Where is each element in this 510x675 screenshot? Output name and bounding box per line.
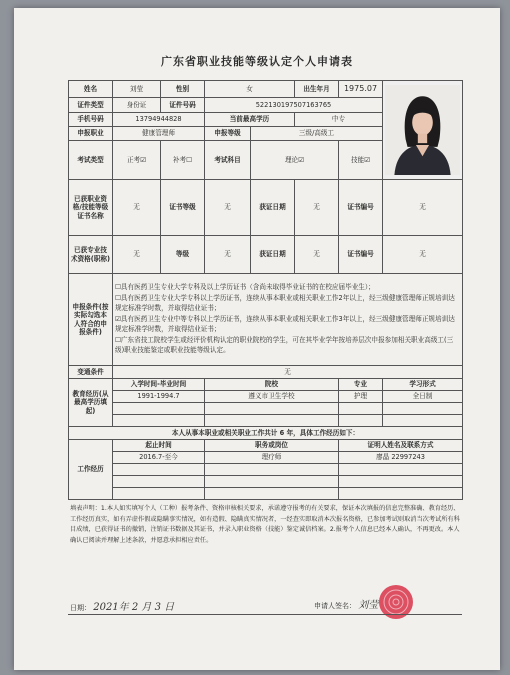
education-header-school: 院校 — [205, 379, 339, 391]
application-table — [68, 80, 463, 500]
row-change-conditions — [69, 366, 463, 379]
work-label: 工作经历 — [69, 440, 113, 500]
condition-item: ☐广东省技工院校学生或经评价机构认定的职业院校的学生，可在其毕业学年按培养层次申报参加相关职业高级工(三级)职业技能鉴定或职业技能等级认定。 — [115, 335, 454, 354]
form-title: 广东省职业技能等级认定个人申请表 — [161, 55, 353, 68]
exam-type-label: 考试类型 — [69, 141, 113, 180]
education-school: 遵义市卫生学校 — [205, 391, 339, 403]
phone-value: 13794944828 — [113, 112, 205, 126]
education-header-row — [69, 379, 463, 391]
education-header-major: 专业 — [339, 379, 383, 391]
level-value: 三级/高级工 — [251, 126, 383, 140]
date-label: 日期： — [70, 604, 91, 612]
education-empty-row — [69, 403, 463, 415]
professional-grade-label: 等级 — [161, 236, 205, 274]
certificate-grade-label: 证书等级 — [161, 180, 205, 236]
red-fingerprint-stamp — [374, 580, 418, 624]
work-position: 理疗师 — [205, 452, 339, 464]
exam-skill-option: 技能☑ — [339, 141, 383, 180]
row-title — [69, 236, 463, 274]
work-row — [69, 452, 463, 464]
certificate-name: 无 — [113, 180, 161, 236]
condition-item: ☑具有医药卫生专业中等专科以上学历证书，连续从事本职业或相关职业工作3年以上，经三级健康管理师正规培训达规定标准学时数，并取得结业证书； — [115, 315, 455, 333]
certificate-no: 无 — [383, 180, 463, 236]
exam-subject-label: 考试科目 — [205, 141, 251, 180]
edu-label: 当前最高学历 — [205, 112, 295, 126]
professional-grade: 无 — [205, 236, 251, 274]
education-major: 护理 — [339, 391, 383, 403]
work-reference: 廖晶 22997243 — [339, 452, 463, 464]
education-period: 1991-1994.7 — [113, 391, 205, 403]
professional-no: 无 — [383, 236, 463, 274]
certificate-date: 无 — [295, 180, 339, 236]
certificate-grade: 无 — [205, 180, 251, 236]
applicant-photo — [385, 82, 460, 178]
education-label: 教育经历(从最高学历填起) — [69, 379, 113, 427]
certificate-no-label: 证书编号 — [339, 180, 383, 236]
phone-label: 手机号码 — [69, 112, 113, 126]
row-conditions — [69, 274, 463, 366]
work-period: 2016.7-至今 — [113, 452, 205, 464]
gender-value: 女 — [205, 81, 295, 98]
exam-makeup-option: 补考☐ — [161, 141, 205, 180]
work-empty-row — [69, 488, 463, 500]
work-empty-row — [69, 464, 463, 476]
work-header-reference: 证明人姓名及联系方式 — [339, 440, 463, 452]
work-header-row — [69, 440, 463, 452]
level-label: 申报等级 — [205, 126, 251, 140]
name-value: 刘莹 — [113, 81, 161, 98]
condition-item: ☐具有医药卫生专业大学专科及以上学历证书（含尚未取得毕业证书的在校应届毕业生）； — [115, 283, 375, 292]
birth-label: 出生年月 — [295, 81, 339, 98]
change-conditions-value: 无 — [113, 366, 463, 379]
education-row — [69, 391, 463, 403]
gender-label: 性别 — [161, 81, 205, 98]
exam-theory-option: 理论☑ — [251, 141, 339, 180]
professional-date: 无 — [295, 236, 339, 274]
education-mode: 全日制 — [383, 391, 463, 403]
row-certificate — [69, 180, 463, 236]
work-empty-row — [69, 476, 463, 488]
work-header-position: 职务或岗位 — [205, 440, 339, 452]
application-form-paper — [14, 8, 500, 670]
date-line — [70, 598, 174, 613]
work-statement-row — [69, 427, 463, 440]
job-value: 健康管理师 — [113, 126, 205, 140]
work-header-period: 起止时间 — [113, 440, 205, 452]
work-statement: 本人从事本职业或相关职业工作共计 6 年，具体工作经历如下： — [69, 427, 463, 440]
certificate-date-label: 获证日期 — [251, 180, 295, 236]
signature-line — [314, 596, 378, 611]
row-name — [69, 81, 463, 98]
id-no-value: 522130197507163765 — [205, 98, 383, 112]
bottom-border — [68, 614, 462, 615]
education-header-period: 入学时间-毕业时间 — [113, 379, 205, 391]
professional-title-label: 已获专业技术资格(职称) — [69, 236, 113, 274]
date-value: 2021年 2 月 3 日 — [93, 602, 175, 613]
education-header-mode: 学习形式 — [383, 379, 463, 391]
exam-normal-option: 正考☑ — [113, 141, 161, 180]
education-empty-row — [69, 415, 463, 427]
name-label: 姓名 — [69, 81, 113, 98]
condition-item: ☐具有医药卫生专业大学专科以上学历证书，连续从事本职业或相关职业工作2年以上，经三级健康管理师正规培训达规定标准学时数，并取得结业证书； — [115, 294, 455, 313]
id-no-label: 证件号码 — [161, 98, 205, 112]
conditions-label: 申报条件(按实际勾选本人符合的申报条件) — [69, 274, 113, 366]
birth-value: 1975.07 — [339, 81, 383, 98]
certificate-label: 已获职业资格/技能等级证书名称 — [69, 180, 113, 236]
conditions-list — [113, 274, 463, 366]
professional-title-name: 无 — [113, 236, 161, 274]
job-label: 申报职业 — [69, 126, 113, 140]
signature-label: 申请人签名： — [314, 602, 356, 610]
signature-value: 刘莹 — [358, 600, 379, 611]
id-type-label: 证件类型 — [69, 98, 113, 112]
edu-value: 中专 — [295, 112, 383, 126]
photo-cell — [383, 81, 463, 180]
professional-no-label: 证书编号 — [339, 236, 383, 274]
professional-date-label: 获证日期 — [251, 236, 295, 274]
declaration-text: 填表声明：1.本人如实填写个人（工种）报考条件、资格审核相关要求，承诺遵守报考的有关要求，保证本次填报的信息完整准确、教育经历、工作经历真实，如有弄虚作假或隐瞒事实情况，如有造假、隐瞒真实情况者，一经查实即取消本次报名资格，已参加考试则取消当次考试所有科目成绩，已获得证书的撤销，注销证书数据及其证书，并录入职业资格（技能）鉴定诚信档案。2.报考个人信息已经本人确认，不再更改。本人确认已阅读并理解上述条款，并愿意承担相应责任。 — [70, 505, 460, 544]
change-conditions-label: 变通条件 — [69, 366, 113, 379]
id-type-value: 身份证 — [113, 98, 161, 112]
